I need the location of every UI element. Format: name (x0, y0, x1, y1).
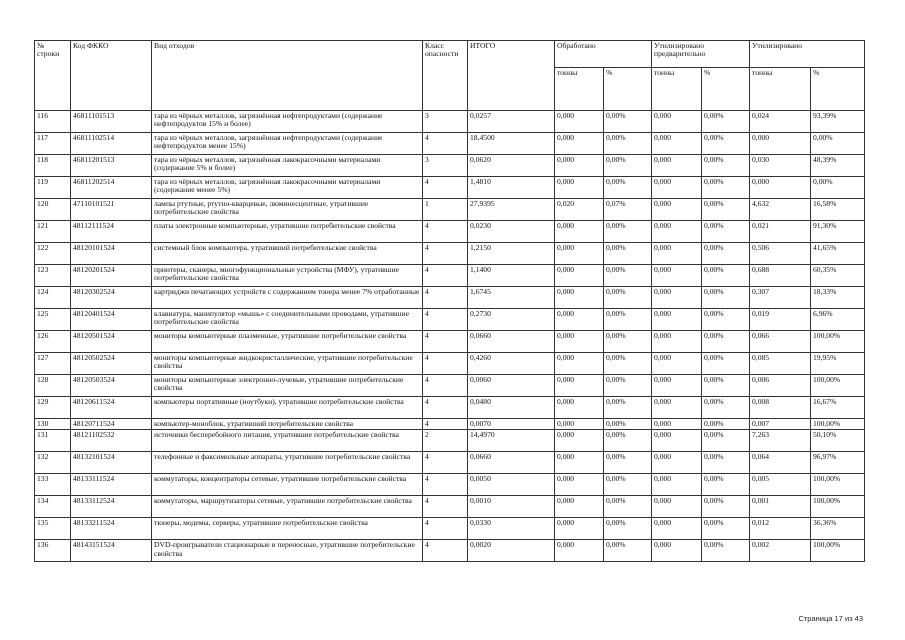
utilized-tons: 0,030 (750, 155, 811, 177)
utilized-pre-pct: 0,00% (702, 419, 750, 430)
utilized-pre-tons: 0,000 (652, 199, 702, 221)
waste-kind: компьютер-моноблок, утративший потребительские свойства (152, 419, 423, 430)
hazard-class: 4 (423, 375, 468, 397)
row-number: 124 (35, 287, 71, 309)
row-number: 131 (35, 430, 71, 452)
utilized-pct: 16,58% (811, 199, 865, 221)
utilized-pct: 100,00% (811, 331, 865, 353)
waste-kind: тара из чёрных металлов, загрязнённая лакокрасочными материалами (содержание менее 5%) (152, 177, 423, 199)
processed-pct: 0,00% (604, 331, 652, 353)
subheader-pct: % (604, 68, 652, 111)
hazard-class: 4 (423, 518, 468, 540)
utilized-pre-pct: 0,00% (702, 452, 750, 474)
processed-tons: 0,000 (555, 452, 604, 474)
fkko-code: 48120401524 (71, 309, 152, 331)
fkko-code: 48143151524 (71, 540, 152, 562)
row-number: 133 (35, 474, 71, 496)
utilized-pre-pct: 0,00% (702, 287, 750, 309)
header-total: ИТОГО (468, 41, 555, 111)
processed-tons: 0,000 (555, 221, 604, 243)
subheader-pct: % (811, 68, 865, 111)
utilized-pct: 6,96% (811, 309, 865, 331)
utilized-pct: 100,00% (811, 419, 865, 430)
utilized-pct: 100,00% (811, 540, 865, 562)
table-row (35, 287, 865, 309)
utilized-pre-pct: 0,00% (702, 177, 750, 199)
waste-kind: тара из чёрных металлов, загрязнённая лакокрасочными материалами (содержание 5% и более) (152, 155, 423, 177)
processed-pct: 0,00% (604, 375, 652, 397)
processed-pct: 0,00% (604, 133, 652, 155)
subheader-tons: тонны (555, 68, 604, 111)
hazard-class: 4 (423, 133, 468, 155)
processed-tons: 0,000 (555, 518, 604, 540)
utilized-pct: 0,00% (811, 133, 865, 155)
total-value: 0,0330 (468, 518, 555, 540)
processed-tons: 0,000 (555, 496, 604, 518)
fkko-code: 46811101513 (71, 111, 152, 133)
utilized-pre-tons: 0,000 (652, 155, 702, 177)
utilized-pre-tons: 0,000 (652, 221, 702, 243)
utilized-pre-pct: 0,00% (702, 199, 750, 221)
waste-kind: DVD-проигрыватели стационарные и переносные, утратившие потребительские свойства (152, 540, 423, 562)
total-value: 0,0660 (468, 452, 555, 474)
utilized-pre-pct: 0,00% (702, 496, 750, 518)
utilized-pct: 50,10% (811, 430, 865, 452)
utilized-pre-pct: 0,00% (702, 155, 750, 177)
processed-pct: 0,00% (604, 474, 652, 496)
processed-pct: 0,00% (604, 496, 652, 518)
processed-pct: 0,00% (604, 111, 652, 133)
header-utilized: Утилизировано (750, 41, 865, 68)
utilized-pct: 36,36% (811, 518, 865, 540)
processed-tons: 0,000 (555, 111, 604, 133)
utilized-pre-tons: 0,000 (652, 133, 702, 155)
utilized-pre-tons: 0,000 (652, 540, 702, 562)
hazard-class: 4 (423, 265, 468, 287)
utilized-tons: 0,001 (750, 496, 811, 518)
processed-pct: 0,00% (604, 309, 652, 331)
fkko-code: 48133112524 (71, 496, 152, 518)
row-number: 135 (35, 518, 71, 540)
utilized-tons: 0,307 (750, 287, 811, 309)
utilized-pre-tons: 0,000 (652, 452, 702, 474)
table-row (35, 397, 865, 419)
waste-kind: платы электронные компьютерные, утратившие потребительские свойства (152, 221, 423, 243)
total-value: 0,0020 (468, 540, 555, 562)
utilized-pct: 18,33% (811, 287, 865, 309)
processed-tons: 0,000 (555, 474, 604, 496)
utilized-pre-tons: 0,000 (652, 243, 702, 265)
hazard-class: 3 (423, 111, 468, 133)
waste-kind: принтеры, сканеры, многофункциональные устройства (МФУ), утратившие потребительские свойства (152, 265, 423, 287)
table-row (35, 155, 865, 177)
waste-kind: мониторы компьютерные плазменные, утратившие потребительские свойства (152, 331, 423, 353)
waste-kind: коммутаторы, концентраторы сетевые, утратившие потребительские свойства (152, 474, 423, 496)
hazard-class: 2 (423, 430, 468, 452)
row-number: 122 (35, 243, 71, 265)
header-processed: Обработано (555, 41, 652, 68)
processed-tons: 0,000 (555, 243, 604, 265)
utilized-pct: 48,39% (811, 155, 865, 177)
utilized-pct: 100,00% (811, 474, 865, 496)
waste-kind: тара из чёрных металлов, загрязнённая нефтепродуктами (содержание нефтепродуктов менее 15%) (152, 133, 423, 155)
row-number: 129 (35, 397, 71, 419)
processed-pct: 0,00% (604, 287, 652, 309)
fkko-code: 48120501524 (71, 331, 152, 353)
row-number: 120 (35, 199, 71, 221)
total-value: 0,0230 (468, 221, 555, 243)
utilized-pre-pct: 0,00% (702, 111, 750, 133)
table-row (35, 133, 865, 155)
table-row (35, 474, 865, 496)
header-code: Код ФККО (71, 41, 152, 111)
subheader-pct: % (702, 68, 750, 111)
utilized-tons: 0,085 (750, 353, 811, 375)
total-value: 0,0060 (468, 375, 555, 397)
processed-tons: 0,000 (555, 155, 604, 177)
fkko-code: 48120611524 (71, 397, 152, 419)
utilized-tons: 0,008 (750, 397, 811, 419)
row-number: 118 (35, 155, 71, 177)
total-value: 0,2730 (468, 309, 555, 331)
utilized-pct: 0,00% (811, 177, 865, 199)
processed-tons: 0,000 (555, 287, 604, 309)
hazard-class: 4 (423, 353, 468, 375)
utilized-pre-pct: 0,00% (702, 430, 750, 452)
hazard-class: 4 (423, 540, 468, 562)
processed-tons: 0,000 (555, 133, 604, 155)
hazard-class: 4 (423, 309, 468, 331)
utilized-pre-tons: 0,000 (652, 353, 702, 375)
table-row (35, 419, 865, 430)
hazard-class: 4 (423, 177, 468, 199)
fkko-code: 46811202514 (71, 177, 152, 199)
header-num: № строки (35, 41, 71, 111)
utilized-tons: 0,506 (750, 243, 811, 265)
total-value: 14,4970 (468, 430, 555, 452)
hazard-class: 1 (423, 199, 468, 221)
table-row (35, 221, 865, 243)
processed-tons: 0,000 (555, 419, 604, 430)
row-number: 119 (35, 177, 71, 199)
utilized-tons: 0,021 (750, 221, 811, 243)
total-value: 1,4810 (468, 177, 555, 199)
processed-tons: 0,020 (555, 199, 604, 221)
fkko-code: 48120711524 (71, 419, 152, 430)
fkko-code: 48120101524 (71, 243, 152, 265)
total-value: 0,0050 (468, 474, 555, 496)
utilized-pct: 60,35% (811, 265, 865, 287)
fkko-code: 48132101524 (71, 452, 152, 474)
waste-kind: мониторы компьютерные электронно-лучевые, утратившие потребительские свойства (152, 375, 423, 397)
utilized-tons: 0,012 (750, 518, 811, 540)
table-row (35, 375, 865, 397)
table-row (35, 331, 865, 353)
total-value: 0,0010 (468, 496, 555, 518)
row-number: 132 (35, 452, 71, 474)
utilized-pre-pct: 0,00% (702, 474, 750, 496)
waste-kind: компьютеры портативные (ноутбуки), утратившие потребительские свойства (152, 397, 423, 419)
fkko-code: 48133211524 (71, 518, 152, 540)
processed-pct: 0,00% (604, 155, 652, 177)
table-row (35, 265, 865, 287)
utilized-pre-pct: 0,00% (702, 375, 750, 397)
utilized-pct: 19,95% (811, 353, 865, 375)
total-value: 0,0257 (468, 111, 555, 133)
processed-pct: 0,00% (604, 243, 652, 265)
utilized-tons: 0,066 (750, 331, 811, 353)
waste-kind: телефонные и факсимильные аппараты, утратившие потребительские свойства (152, 452, 423, 474)
processed-pct: 0,00% (604, 265, 652, 287)
utilized-pre-tons: 0,000 (652, 496, 702, 518)
waste-kind: мониторы компьютерные жидкокристаллические, утратившие потребительские свойства (152, 353, 423, 375)
fkko-code: 48120302524 (71, 287, 152, 309)
processed-tons: 0,000 (555, 430, 604, 452)
utilized-tons: 0,000 (750, 133, 811, 155)
processed-tons: 0,000 (555, 397, 604, 419)
fkko-code: 48120502524 (71, 353, 152, 375)
subheader-tons: тонны (652, 68, 702, 111)
utilized-tons: 0,006 (750, 375, 811, 397)
fkko-code: 46811201513 (71, 155, 152, 177)
utilized-tons: 0,007 (750, 419, 811, 430)
table-row (35, 309, 865, 331)
hazard-class: 4 (423, 419, 468, 430)
processed-pct: 0,00% (604, 419, 652, 430)
waste-kind: коммутаторы, маршрутизаторы сетевые, утратившие потребительские свойства (152, 496, 423, 518)
table-row (35, 496, 865, 518)
utilized-pre-pct: 0,00% (702, 353, 750, 375)
utilized-pct: 100,00% (811, 496, 865, 518)
utilized-pre-pct: 0,00% (702, 540, 750, 562)
processed-tons: 0,000 (555, 265, 604, 287)
page-number: Страница 17 из 43 (798, 614, 863, 623)
processed-pct: 0,00% (604, 540, 652, 562)
total-value: 0,0660 (468, 331, 555, 353)
row-number: 117 (35, 133, 71, 155)
utilized-pre-pct: 0,00% (702, 243, 750, 265)
subheader-tons: тонны (750, 68, 811, 111)
utilized-pre-pct: 0,00% (702, 133, 750, 155)
utilized-pre-tons: 0,000 (652, 375, 702, 397)
utilized-pre-tons: 0,000 (652, 177, 702, 199)
utilized-pre-pct: 0,00% (702, 397, 750, 419)
utilized-pre-pct: 0,00% (702, 518, 750, 540)
row-number: 136 (35, 540, 71, 562)
waste-kind: картриджи печатающих устройств с содержанием тонера менее 7% отработанные (152, 287, 423, 309)
row-number: 127 (35, 353, 71, 375)
total-value: 0,0480 (468, 397, 555, 419)
utilized-tons: 0,002 (750, 540, 811, 562)
hazard-class: 4 (423, 221, 468, 243)
row-number: 123 (35, 265, 71, 287)
utilized-pre-tons: 0,000 (652, 265, 702, 287)
hazard-class: 4 (423, 331, 468, 353)
utilized-tons: 0,005 (750, 474, 811, 496)
row-number: 116 (35, 111, 71, 133)
utilized-tons: 7,263 (750, 430, 811, 452)
processed-tons: 0,000 (555, 375, 604, 397)
total-value: 18,4500 (468, 133, 555, 155)
table-row (35, 518, 865, 540)
total-value: 0,0620 (468, 155, 555, 177)
waste-kind: тара из чёрных металлов, загрязнённая нефтепродуктами (содержание нефтепродуктов 15% и более) (152, 111, 423, 133)
hazard-class: 4 (423, 452, 468, 474)
fkko-code: 48120201524 (71, 265, 152, 287)
total-value: 0,0070 (468, 419, 555, 430)
total-value: 1,6745 (468, 287, 555, 309)
utilized-pre-tons: 0,000 (652, 474, 702, 496)
total-value: 27,9395 (468, 199, 555, 221)
hazard-class: 4 (423, 496, 468, 518)
waste-kind: системный блок компьютера, утративший потребительские свойства (152, 243, 423, 265)
total-value: 1,1400 (468, 265, 555, 287)
utilized-pre-tons: 0,000 (652, 287, 702, 309)
utilized-tons: 0,064 (750, 452, 811, 474)
fkko-code: 48120503524 (71, 375, 152, 397)
processed-tons: 0,000 (555, 309, 604, 331)
header-utilized-pre: Утилизировано предварительно (652, 41, 750, 68)
utilized-tons: 0,000 (750, 177, 811, 199)
fkko-code: 48121102532 (71, 430, 152, 452)
table-row (35, 199, 865, 221)
utilized-pre-tons: 0,000 (652, 518, 702, 540)
utilized-tons: 0,024 (750, 111, 811, 133)
row-number: 128 (35, 375, 71, 397)
utilized-pre-tons: 0,000 (652, 331, 702, 353)
fkko-code: 48112111524 (71, 221, 152, 243)
processed-pct: 0,00% (604, 221, 652, 243)
utilized-pre-tons: 0,000 (652, 419, 702, 430)
utilized-pre-pct: 0,00% (702, 265, 750, 287)
utilized-pre-tons: 0,000 (652, 309, 702, 331)
table-row (35, 243, 865, 265)
table-row (35, 452, 865, 474)
hazard-class: 4 (423, 397, 468, 419)
processed-pct: 0,00% (604, 430, 652, 452)
hazard-class: 3 (423, 155, 468, 177)
row-number: 126 (35, 331, 71, 353)
waste-kind: лампы ртутные, ртутно-кварцевые, люминесцентные, утратившие потребительские свойства (152, 199, 423, 221)
utilized-pct: 96,97% (811, 452, 865, 474)
processed-pct: 0,00% (604, 353, 652, 375)
row-number: 130 (35, 419, 71, 430)
utilized-tons: 0,688 (750, 265, 811, 287)
table-row (35, 353, 865, 375)
header-kind: Вид отходов (152, 41, 423, 111)
utilized-pre-tons: 0,000 (652, 430, 702, 452)
hazard-class: 4 (423, 287, 468, 309)
fkko-code: 47110101521 (71, 199, 152, 221)
utilized-pre-tons: 0,000 (652, 397, 702, 419)
utilized-pct: 100,00% (811, 375, 865, 397)
waste-kind: клавиатура, манипулятор «мышь» с соединительными проводами, утратившие потребительские свойства (152, 309, 423, 331)
utilized-pct: 41,65% (811, 243, 865, 265)
processed-pct: 0,00% (604, 452, 652, 474)
utilized-tons: 4,632 (750, 199, 811, 221)
waste-kind: тюнеры, модемы, серверы, утратившие потребительские свойства (152, 518, 423, 540)
fkko-code: 48133111524 (71, 474, 152, 496)
processed-tons: 0,000 (555, 331, 604, 353)
row-number: 121 (35, 221, 71, 243)
table-row (35, 540, 865, 562)
utilized-pct: 91,30% (811, 221, 865, 243)
row-number: 125 (35, 309, 71, 331)
waste-kind: источники бесперебойного питания, утратившие потребительские свойства (152, 430, 423, 452)
utilized-pre-pct: 0,00% (702, 309, 750, 331)
utilized-pct: 93,39% (811, 111, 865, 133)
processed-pct: 0,00% (604, 177, 652, 199)
table-row (35, 177, 865, 199)
header-class: Класс опасности (423, 41, 468, 111)
utilized-pct: 16,67% (811, 397, 865, 419)
fkko-code: 46811102514 (71, 133, 152, 155)
utilized-pre-pct: 0,00% (702, 221, 750, 243)
utilized-tons: 0,019 (750, 309, 811, 331)
processed-tons: 0,000 (555, 540, 604, 562)
total-value: 0,4260 (468, 353, 555, 375)
total-value: 1,2150 (468, 243, 555, 265)
table-row (35, 111, 865, 133)
row-number: 134 (35, 496, 71, 518)
processed-pct: 0,07% (604, 199, 652, 221)
waste-table (34, 40, 865, 562)
table-row (35, 430, 865, 452)
utilized-pre-tons: 0,000 (652, 111, 702, 133)
hazard-class: 4 (423, 243, 468, 265)
hazard-class: 4 (423, 474, 468, 496)
utilized-pre-pct: 0,00% (702, 331, 750, 353)
processed-tons: 0,000 (555, 353, 604, 375)
processed-pct: 0,00% (604, 518, 652, 540)
processed-tons: 0,000 (555, 177, 604, 199)
processed-pct: 0,00% (604, 397, 652, 419)
